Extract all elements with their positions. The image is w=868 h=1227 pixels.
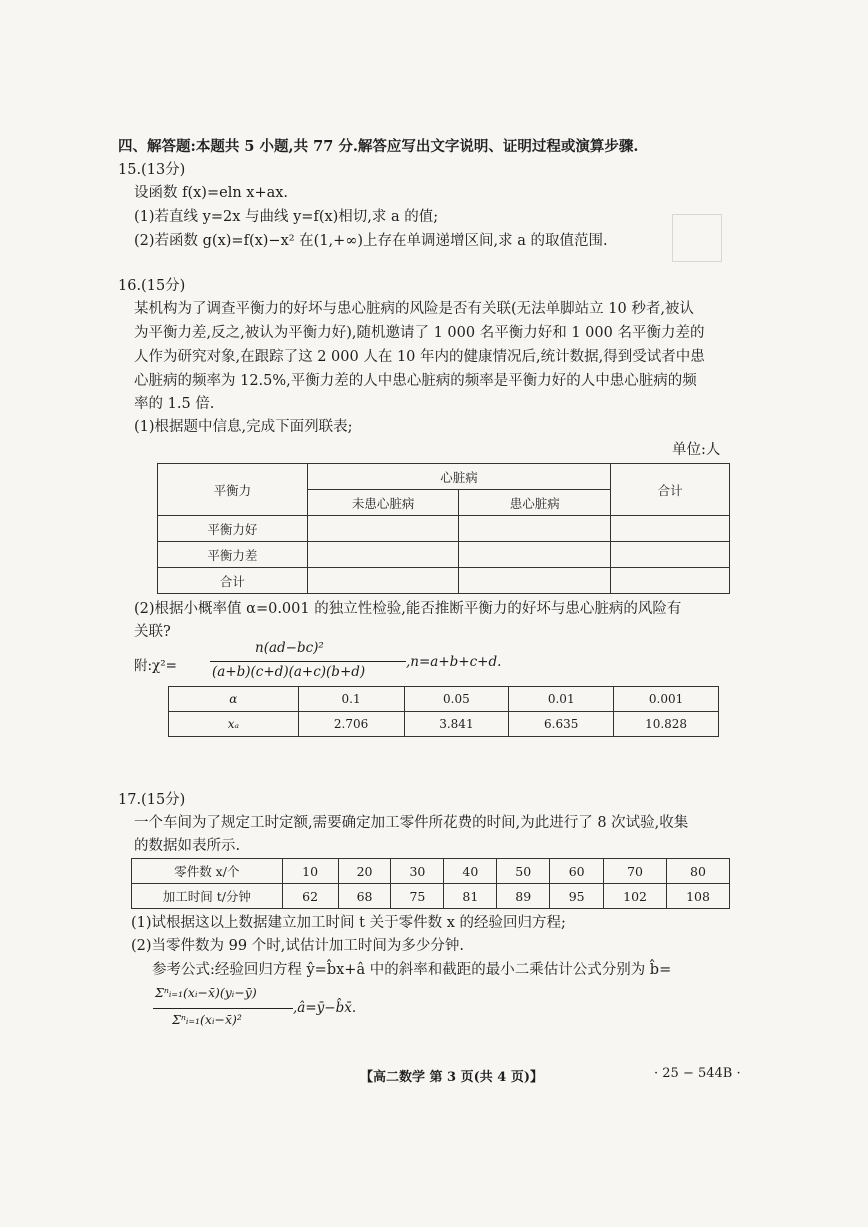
row-total-label: 合计 (158, 568, 308, 594)
q17-reference: 参考公式:经验回归方程 ŷ=b̂x+â 中的斜率和截距的最小二乘估计公式分别为 b̂= (152, 962, 672, 978)
header-no-disease: 未患心脏病 (307, 490, 459, 516)
parts-label: 零件数 x/个 (132, 859, 283, 884)
blank-cell (307, 568, 459, 594)
time-value: 68 (338, 884, 391, 909)
time-label: 加工时间 t/分钟 (132, 884, 283, 909)
time-value: 62 (282, 884, 338, 909)
regression-numerator: Σⁿᵢ₌₁(xᵢ−x̄)(yᵢ−ȳ) (155, 985, 257, 1000)
x-alpha-value: 6.635 (509, 712, 614, 737)
parts-value: 20 (338, 859, 391, 884)
row-good-label: 平衡力好 (158, 516, 308, 542)
alpha-value: 0.001 (614, 687, 719, 712)
row-bad-label: 平衡力差 (158, 542, 308, 568)
x-alpha-value: 2.706 (298, 712, 404, 737)
alpha-label: α (169, 687, 299, 712)
regression-tail: ,â=ȳ−b̂x̄. (293, 1000, 357, 1016)
time-value: 95 (550, 884, 604, 909)
x-alpha-label: xₐ (169, 712, 299, 737)
header-total: 合计 (611, 464, 730, 516)
header-balance: 平衡力 (158, 464, 308, 516)
parts-time-table (131, 858, 730, 909)
q15-part2: (2)若函数 g(x)=f(x)−x² 在(1,+∞)上存在单调递增区间,求 a 的取值范围. (134, 233, 608, 249)
blank-cell (307, 516, 459, 542)
q15-setup: 设函数 f(x)=eln x+ax. (134, 185, 289, 201)
header-heart: 心脏病 (307, 464, 610, 490)
bleed-through-box (672, 214, 722, 262)
formula-denominator: (a+b)(c+d)(a+c)(b+d) (212, 664, 366, 680)
q16-part1: (1)根据题中信息,完成下面列联表; (134, 419, 353, 435)
x-alpha-value: 10.828 (614, 712, 719, 737)
alpha-value: 0.1 (298, 687, 404, 712)
q17-part1: (1)试根据这以上数据建立加工时间 t 关于零件数 x 的经验回归方程; (131, 915, 566, 931)
regression-fraction-bar (153, 1008, 293, 1009)
q16-part2-line2: 关联? (134, 624, 171, 640)
blank-cell (611, 568, 730, 594)
time-value: 75 (391, 884, 444, 909)
alpha-value: 0.05 (404, 687, 509, 712)
footer-page-info: 【高二数学 第 3 页(共 4 页)】 (360, 1070, 544, 1085)
parts-value: 60 (550, 859, 604, 884)
parts-value: 40 (444, 859, 497, 884)
blank-cell (611, 516, 730, 542)
q16-text-5: 率的 1.5 倍. (134, 396, 215, 412)
parts-value: 50 (497, 859, 550, 884)
q16-text-2: 为平衡力差,反之,被认为平衡力好),随机邀请了 1 000 名平衡力好和 1 000 名平衡力差的 (134, 325, 705, 341)
q17-part2: (2)当零件数为 99 个时,试估计加工时间为多少分钟. (131, 938, 464, 954)
blank-cell (459, 542, 611, 568)
formula-numerator: n(ad−bc)² (255, 640, 324, 656)
parts-value: 30 (391, 859, 444, 884)
header-disease: 患心脏病 (459, 490, 611, 516)
parts-value: 70 (604, 859, 667, 884)
parts-value: 10 (282, 859, 338, 884)
regression-denominator: Σⁿᵢ₌₁(xᵢ−x̄)² (172, 1012, 242, 1027)
q16-part2-line1: (2)根据小概率值 α=0.001 的独立性检验,能否推断平衡力的好坏与患心脏病的风险有 (134, 601, 682, 617)
formula-tail: ,n=a+b+c+d. (406, 654, 502, 670)
q15-part1: (1)若直线 y=2x 与曲线 y=f(x)相切,求 a 的值; (134, 209, 439, 225)
critical-values-table (168, 686, 719, 737)
q15-number: 15.(13分) (118, 162, 186, 178)
q16-number: 16.(15分) (118, 278, 186, 294)
blank-cell (459, 568, 611, 594)
q17-number: 17.(15分) (118, 792, 186, 808)
alpha-value: 0.01 (509, 687, 614, 712)
time-value: 102 (604, 884, 667, 909)
footer-code: · 25 − 544B · (654, 1066, 741, 1081)
blank-cell (611, 542, 730, 568)
q17-text-2: 的数据如表所示. (134, 838, 241, 854)
section-title: 四、解答题:本题共 5 小题,共 77 分.解答应写出文字说明、证明过程或演算步骤. (118, 138, 639, 155)
q16-text-4: 心脏病的频率为 12.5%,平衡力差的人中患心脏病的频率是平衡力好的人中患心脏病的频 (134, 373, 697, 389)
time-value: 89 (497, 884, 550, 909)
contingency-table (157, 463, 730, 594)
parts-value: 80 (667, 859, 730, 884)
time-value: 108 (667, 884, 730, 909)
q16-text-1: 某机构为了调查平衡力的好坏与患心脏病的风险是否有关联(无法单脚站立 10 秒者,被认 (134, 301, 694, 317)
time-value: 81 (444, 884, 497, 909)
q16-text-3: 人作为研究对象,在跟踪了这 2 000 人在 10 年内的健康情况后,统计数据,得到受试者中患 (134, 349, 705, 365)
blank-cell (459, 516, 611, 542)
x-alpha-value: 3.841 (404, 712, 509, 737)
q17-text-1: 一个车间为了规定工时定额,需要确定加工零件所花费的时间,为此进行了 8 次试验,收集 (134, 815, 689, 831)
formula-fraction-bar (210, 661, 406, 662)
q16-unit: 单位:人 (672, 442, 721, 458)
blank-cell (307, 542, 459, 568)
formula-label: 附:χ²= (134, 658, 177, 674)
